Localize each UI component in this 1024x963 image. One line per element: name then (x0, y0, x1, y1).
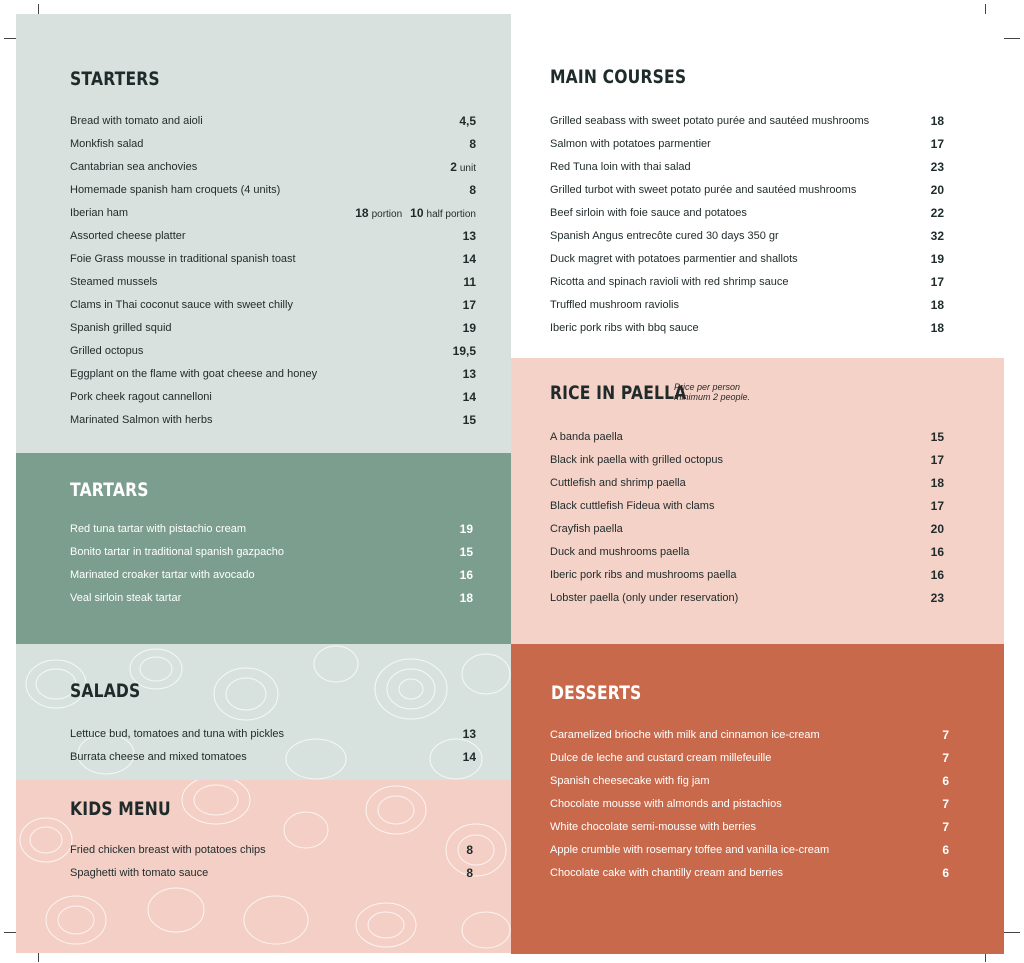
item-name: Chocolate mousse with almonds and pistachios (550, 798, 782, 810)
price-value: 17 (462, 298, 476, 312)
salads-title: SALADS (70, 680, 141, 702)
price-value: 17 (930, 275, 944, 289)
item-name: White chocolate semi-mousse with berries (550, 821, 757, 833)
menu-item (550, 206, 944, 229)
item-name: Spanish cheesecake with fig jam (550, 775, 710, 787)
price-value: 8 (469, 137, 476, 151)
menu-item (70, 727, 476, 750)
menu-item (70, 866, 473, 889)
menu-item (70, 522, 473, 545)
item-name: Lobster paella (only under reservation) (550, 592, 739, 604)
price-value: 11 (463, 275, 476, 289)
main-courses-section (511, 14, 1004, 358)
item-price (466, 866, 473, 880)
menu-item (70, 137, 476, 160)
item-name: Salmon with potatoes parmentier (550, 138, 711, 150)
item-name: A banda paella (550, 431, 623, 443)
item-price (463, 298, 476, 312)
price-value: 18 (459, 591, 473, 605)
menu-item (70, 750, 476, 773)
item-name: Spanish grilled squid (70, 322, 172, 334)
price-value: 17 (930, 499, 944, 513)
price-value: 8 (469, 183, 476, 197)
price-value: 4,5 (459, 114, 476, 128)
item-name: Assorted cheese platter (70, 230, 186, 242)
price-value: 23 (930, 591, 944, 605)
item-name: Apple crumble with rosemary toffee and vanilla ice-cream (550, 844, 830, 856)
item-price (469, 137, 476, 151)
rice-in-paella-list (550, 430, 944, 614)
starters-list (70, 114, 476, 436)
item-price (463, 252, 476, 266)
menu-item (550, 275, 944, 298)
menu-item (70, 591, 473, 614)
price-unit: half portion (426, 209, 476, 220)
menu-item (70, 206, 476, 229)
tartars-title: TARTARS (70, 479, 149, 501)
item-name: Black cuttlefish Fideua with clams (550, 500, 715, 512)
item-name: Red tuna tartar with pistachio cream (70, 523, 247, 535)
item-name: Bonito tartar in traditional spanish gazpacho (70, 546, 285, 558)
item-price (355, 206, 476, 222)
menu-item (550, 820, 949, 843)
item-name: Grilled octopus (70, 345, 144, 357)
salads-list (70, 727, 476, 773)
item-name: Caramelized brioche with milk and cinnamon ice-cream (550, 729, 820, 741)
menu-item (70, 545, 473, 568)
desserts-list (550, 728, 949, 889)
item-price (463, 321, 476, 335)
item-price (463, 275, 476, 289)
rice-in-paella-title: RICE IN PAELLA (550, 382, 687, 404)
item-price (931, 321, 944, 335)
price-value: 19 (459, 522, 473, 536)
price-value: 20 (930, 522, 944, 536)
menu-item (550, 430, 944, 453)
item-price (942, 797, 949, 811)
price-value: 18 (930, 476, 944, 490)
item-price (931, 499, 944, 513)
price-value: 6 (942, 866, 949, 880)
menu-item (70, 344, 476, 367)
price-value: 13 (462, 367, 476, 381)
desserts-section (511, 644, 1004, 954)
price-value: 7 (942, 797, 949, 811)
item-price (463, 750, 476, 764)
menu-item (550, 160, 944, 183)
item-name: Fried chicken breast with potatoes chips (70, 844, 266, 856)
price-value: 7 (942, 728, 949, 742)
price-value: 16 (459, 568, 473, 582)
item-name: Black ink paella with grilled octopus (550, 454, 724, 466)
item-name: Iberic pork ribs with bbq sauce (550, 322, 699, 334)
item-name: Duck magret with potatoes parmentier and shallots (550, 253, 798, 265)
price-value: 2 (450, 160, 457, 174)
price-value: 32 (930, 229, 944, 243)
item-name: Truffled mushroom raviolis (550, 299, 679, 311)
price-unit: unit (459, 163, 476, 174)
item-name: Spaghetti with tomato sauce (70, 867, 209, 879)
price-value: 14 (462, 750, 476, 764)
price-value: 8 (466, 866, 473, 880)
item-name: Iberian ham (70, 207, 129, 219)
menu-item (550, 728, 949, 751)
price-value: 22 (930, 206, 944, 220)
menu-item (550, 321, 944, 344)
menu-item (70, 114, 476, 137)
item-name: Bread with tomato and aioli (70, 115, 203, 127)
price-value: 17 (930, 453, 944, 467)
item-name: Spanish Angus entrecôte cured 30 days 350 gr (550, 230, 779, 242)
item-name: Beef sirloin with foie sauce and potatoes (550, 207, 747, 219)
tartars-list (70, 522, 473, 614)
price-value: 18 (355, 206, 369, 220)
menu-item (70, 413, 476, 436)
item-price (460, 591, 473, 605)
crop-mark (1002, 932, 1020, 933)
main-courses-list (550, 114, 944, 344)
menu-item (550, 751, 949, 774)
price-value: 10 (410, 206, 424, 220)
item-name: Steamed mussels (70, 276, 158, 288)
item-price (942, 728, 949, 742)
main-courses-title: MAIN COURSES (550, 66, 687, 88)
menu-item (550, 252, 944, 275)
price-value: 15 (930, 430, 944, 444)
item-price (463, 390, 476, 404)
item-price (460, 545, 473, 559)
item-price (931, 476, 944, 490)
menu-item (550, 591, 944, 614)
item-price (931, 545, 944, 559)
item-price (459, 114, 476, 128)
item-name: Foie Grass mousse in traditional spanish toast (70, 253, 296, 265)
item-name: Red Tuna loin with thai salad (550, 161, 691, 173)
item-price (463, 727, 476, 741)
price-value: 7 (942, 751, 949, 765)
price-value: 23 (930, 160, 944, 174)
menu-item (70, 183, 476, 206)
item-price (942, 866, 949, 880)
rice-in-paella-section (511, 358, 1004, 644)
price-value: 13 (462, 727, 476, 741)
price-value: 18 (930, 298, 944, 312)
item-name: Cuttlefish and shrimp paella (550, 477, 686, 489)
menu-item (550, 545, 944, 568)
price-value: 8 (466, 843, 473, 857)
item-name: Duck and mushrooms paella (550, 546, 690, 558)
item-price (460, 568, 473, 582)
item-price (931, 275, 944, 289)
item-name: Marinated Salmon with herbs (70, 414, 213, 426)
item-name: Veal sirloin steak tartar (70, 592, 182, 604)
item-price (469, 183, 476, 197)
price-value: 18 (930, 321, 944, 335)
menu-item (550, 183, 944, 206)
item-name: Cantabrian sea anchovies (70, 161, 198, 173)
menu-item (70, 275, 476, 298)
menu-item (550, 797, 949, 820)
menu-item (550, 137, 944, 160)
item-price (942, 843, 949, 857)
item-price (466, 843, 473, 857)
menu-item (70, 568, 473, 591)
item-name: Grilled seabass with sweet potato purée and sautéed mushrooms (550, 115, 870, 127)
item-price (463, 413, 476, 427)
item-name: Clams in Thai coconut sauce with sweet chilly (70, 299, 293, 311)
item-price (460, 522, 473, 536)
menu-item (70, 160, 476, 183)
crop-mark (1002, 38, 1020, 39)
item-price (931, 298, 944, 312)
starters-title: STARTERS (70, 68, 160, 90)
item-price (453, 344, 476, 358)
price-value: 14 (462, 252, 476, 266)
item-name: Homemade spanish ham croquets (4 units) (70, 184, 281, 196)
menu-item (70, 298, 476, 321)
item-price (931, 137, 944, 151)
price-value: 17 (930, 137, 944, 151)
item-name: Crayfish paella (550, 523, 623, 535)
salads-section (16, 644, 511, 780)
menu-item (70, 252, 476, 275)
item-name: Grilled turbot with sweet potato purée and sautéed mushrooms (550, 184, 857, 196)
price-value: 6 (942, 774, 949, 788)
item-price (931, 453, 944, 467)
item-name: Chocolate cake with chantilly cream and berries (550, 867, 783, 879)
item-name: Marinated croaker tartar with avocado (70, 569, 255, 581)
item-name: Pork cheek ragout cannelloni (70, 391, 212, 403)
price-value: 6 (942, 843, 949, 857)
menu-item (550, 298, 944, 321)
tartars-section (16, 453, 511, 644)
item-price (931, 522, 944, 536)
menu-item (550, 843, 949, 866)
price-unit: portion (371, 209, 403, 220)
item-name: Burrata cheese and mixed tomatoes (70, 751, 247, 763)
item-name: Eggplant on the flame with goat cheese and honey (70, 368, 318, 380)
price-note (674, 382, 750, 402)
menu-item (550, 114, 944, 137)
price-value: 18 (930, 114, 944, 128)
item-price (942, 774, 949, 788)
menu-item (70, 367, 476, 390)
item-name: Monkfish salad (70, 138, 144, 150)
item-price (931, 183, 944, 197)
starters-section (16, 14, 511, 453)
menu-item (70, 390, 476, 413)
item-price (931, 160, 944, 174)
price-value: 7 (942, 820, 949, 834)
menu-item (550, 229, 944, 252)
item-price (931, 591, 944, 605)
price-value: 19 (462, 321, 476, 335)
item-price (931, 430, 944, 444)
menu-item (550, 774, 949, 797)
price-note-line: Price per person (674, 382, 741, 392)
item-name: Iberic pork ribs and mushrooms paella (550, 569, 737, 581)
item-name: Dulce de leche and custard cream millefeuille (550, 752, 772, 764)
price-note-line: minimum 2 people. (674, 392, 751, 402)
price-value: 13 (462, 229, 476, 243)
item-price (931, 114, 944, 128)
item-price (931, 229, 944, 243)
price-value: 19 (930, 252, 944, 266)
kids-menu-title: KIDS MENU (70, 798, 171, 820)
item-price (931, 568, 944, 582)
menu-item (550, 453, 944, 476)
price-value: 15 (462, 413, 476, 427)
menu-item (550, 499, 944, 522)
item-price (931, 252, 944, 266)
item-name: Lettuce bud, tomatoes and tuna with pickles (70, 728, 285, 740)
price-value: 14 (462, 390, 476, 404)
menu-item (550, 568, 944, 591)
item-price (450, 160, 476, 176)
price-value: 19,5 (452, 344, 476, 358)
price-value: 15 (459, 545, 473, 559)
price-value: 16 (930, 568, 944, 582)
kids-menu-list (70, 843, 473, 889)
price-value: 16 (930, 545, 944, 559)
menu-item (70, 843, 473, 866)
item-price (931, 206, 944, 220)
item-price (942, 751, 949, 765)
price-value: 20 (930, 183, 944, 197)
menu-item (550, 522, 944, 545)
desserts-title: DESSERTS (551, 682, 642, 704)
item-price (463, 367, 476, 381)
menu-item (550, 476, 944, 499)
item-price (942, 820, 949, 834)
menu-item (550, 866, 949, 889)
kids-menu-section (16, 780, 511, 953)
menu-item (70, 229, 476, 252)
item-name: Ricotta and spinach ravioli with red shrimp sauce (550, 276, 789, 288)
item-price (463, 229, 476, 243)
menu-item (70, 321, 476, 344)
